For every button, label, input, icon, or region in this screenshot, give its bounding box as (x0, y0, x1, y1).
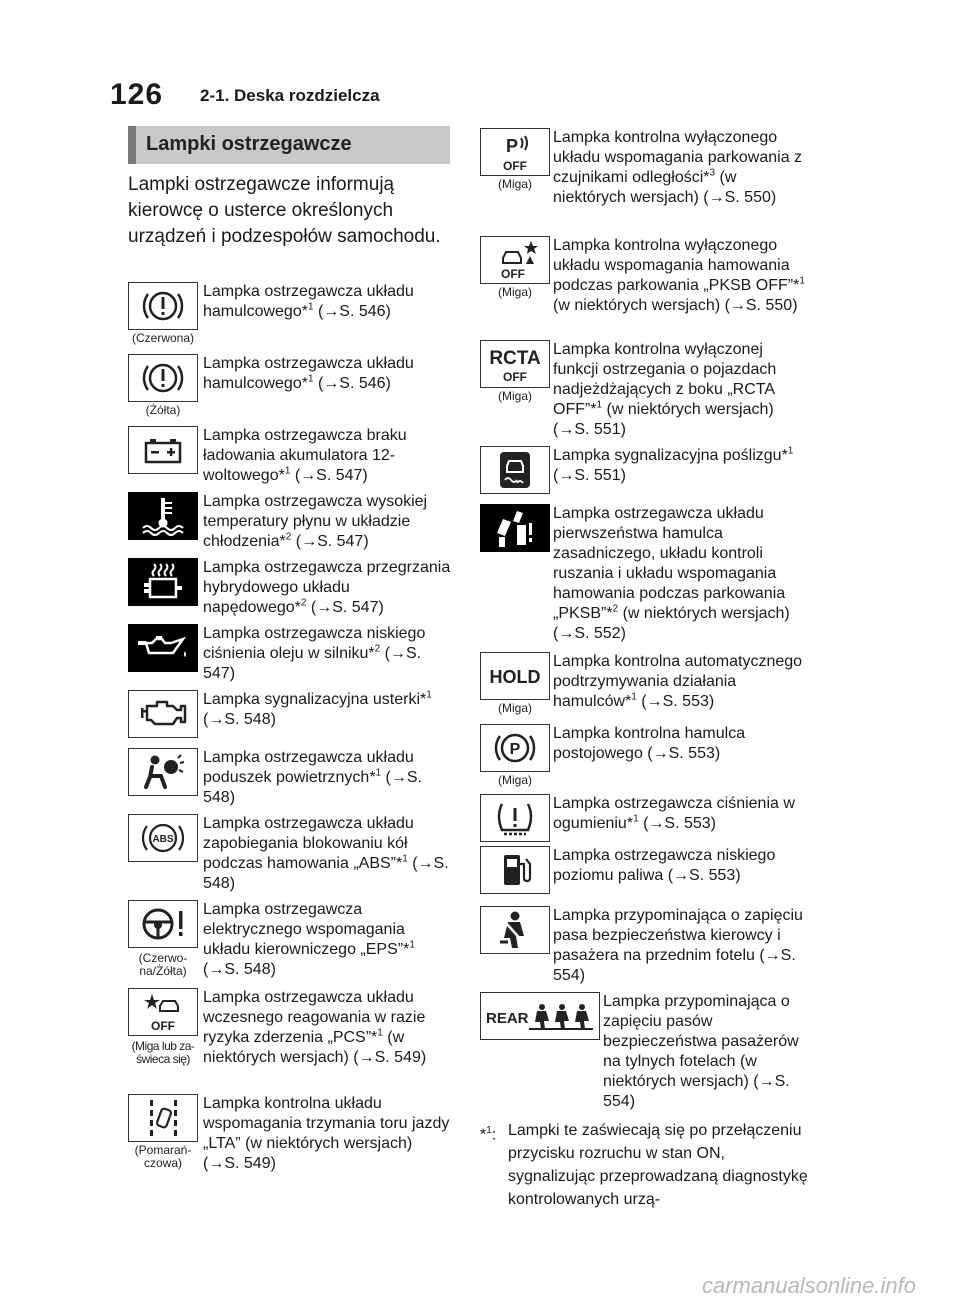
slip-indicator-icon (480, 446, 550, 494)
rcta-off-icon (480, 340, 550, 388)
icon-note: (Miga) (497, 177, 532, 191)
icon-note: (Miga) (497, 285, 532, 299)
entry-description: Lampka kontrolna układu wspomagania trzymania toru jazdy „LTA” (w niektórych wersjach) (→S. 549) (203, 1095, 450, 1172)
fuel-pump-icon (480, 846, 550, 894)
battery-icon (128, 426, 198, 474)
seatbelt-icon (480, 906, 550, 954)
svg-text:REAR: REAR (486, 1010, 529, 1027)
brake-override-icon (480, 504, 550, 552)
entry-description: Lampka kontrolna wyłączonego układu wspomagania parkowania z czujnikami odległości*$^3$ (w niektórych wersjach) (→S. 550) (553, 129, 803, 206)
icon-note: (Miga) (497, 773, 532, 787)
entry-description: Lampka przypominająca o zapięciu pasów bezpieczeństwa pasażerów na tylnych fotelach (w niektórych wersjach) (→S. 554) (603, 993, 799, 1110)
parking-sensor-off-icon (480, 128, 550, 176)
page-number: 126 (110, 78, 164, 111)
entry-description: Lampka ostrzegawcza układu poduszek powietrznych*$^1$ (→S. 548) (203, 749, 422, 806)
icon-note: (Czerwona) (131, 331, 194, 345)
entry-description: Lampka kontrolna hamulca postojowego (→S. 553) (553, 725, 746, 762)
abs-icon (128, 814, 198, 862)
icon-note: (Żółta) (145, 403, 181, 417)
svg-text:P: P (506, 136, 519, 156)
icon-note: (Miga) (497, 701, 532, 715)
svg-text:OFF: OFF (501, 267, 525, 281)
pcs-off-icon (128, 988, 198, 1036)
entry-description: Lampka ostrzegawcza ciśnienia w ogumieniu*$^1$ (→S. 553) (553, 795, 795, 832)
entry-description: Lampka ostrzegawcza przegrzania hybrydowego układu napędowego*$^2$ (→S. 547) (203, 559, 451, 616)
entry-description: Lampka ostrzegawcza elektrycznego wspomagania układu kierowniczego „EPS”*$^1$ (→S. 548) (203, 901, 415, 978)
entry-description: Lampka sygnalizacyjna poślizgu*$^1$ (→S. 551) (553, 445, 794, 484)
entry-description: Lampka ostrzegawcza wysokiej temperatury płynu w układzie chłodzenia*$^2$ (→S. 547) (203, 493, 428, 550)
svg-text:RCTA: RCTA (489, 348, 541, 369)
entry-description: Lampka ostrzegawcza niskiego ciśnienia oleju w silniku*$^2$ (→S. 547) (203, 625, 426, 682)
hybrid-overheat-icon (128, 558, 198, 606)
topic-title: Lampki ostrzegawcze (146, 133, 352, 155)
watermark: carmanualsonline.info (701, 1273, 916, 1298)
svg-text:OFF: OFF (503, 370, 527, 384)
entry-description: Lampka ostrzegawcza układu hamulcowego*$^1$ (→S. 546) (203, 283, 414, 320)
svg-text:P: P (509, 741, 521, 758)
icon-note: (Pomarań- czowa) (134, 1143, 192, 1170)
footnote-mark: *$^1$: (480, 1125, 497, 1144)
entry-description: Lampka kontrolna wyłączonej funkcji ostrzegania o pojazdach nadjeżdżających z boku „RCTA OFF”*$^1$ (w niektórych wersjach) (→S. 551) (553, 341, 777, 438)
entry-description: Lampka ostrzegawcza braku ładowania akumulatora 12-woltowego*$^1$ (→S. 547) (203, 427, 407, 484)
coolant-temperature-icon (128, 492, 198, 540)
svg-text:ABS: ABS (152, 834, 174, 845)
footnote-text: Lampki te zaświecają się po przełączeniu przycisku rozruchu w stan ON, sygnalizując przeprowadzaną diagnostykę kontrolowanych urzą- (508, 1122, 808, 1208)
topic-box (128, 126, 450, 164)
entry-description: Lampka sygnalizacyjna usterki*$^1$ (→S. 548) (203, 689, 432, 728)
parking-brake-icon (480, 724, 550, 772)
hold-icon (480, 652, 550, 700)
svg-text:OFF: OFF (503, 159, 527, 173)
svg-text:HOLD: HOLD (489, 667, 541, 687)
pksb-off-icon (480, 236, 550, 284)
entry-description: Lampka ostrzegawcza układu zapobiegania blokowaniu kół podczas hamowania „ABS”*$^1$ (→S. 548) (203, 815, 449, 892)
entry-description: Lampka kontrolna automatycznego podtrzymywania działania hamulców*$^1$ (→S. 553) (553, 653, 803, 710)
brake-circle-icon (128, 282, 198, 330)
oil-can-icon (128, 624, 198, 672)
icon-note: (Czerwo- na/Żółta) (138, 951, 188, 978)
entry-description: Lampka ostrzegawcza niskiego poziomu paliwa (→S. 553) (553, 847, 776, 884)
entry-description: Lampka ostrzegawcza układu hamulcowego*$^1$ (→S. 546) (203, 355, 414, 392)
icon-note: (Miga lub za- świeca się) (131, 1039, 195, 1066)
svg-text:OFF: OFF (151, 1019, 175, 1033)
entry-description: Lampka kontrolna wyłączonego układu wspomagania hamowania podczas parkowania „PKSB OFF”*$^1$ (w niektórych wersjach) (→S. 550) (553, 237, 805, 314)
icon-note: (Miga) (497, 389, 532, 403)
brake-circle-icon (128, 354, 198, 402)
entry-description: Lampka ostrzegawcza układu pierwszeństwa hamulca zasadniczego, układu kontroli ruszania i układu wspomagania hamowania podczas parkowania „PKSB”*$^2$ (w niektórych wersjach) (→S. 552) (553, 505, 790, 642)
lane-trace-icon (128, 1094, 198, 1142)
engine-icon (128, 690, 198, 738)
section-heading: 2-1. Deska rozdzielcza (200, 86, 380, 105)
airbag-icon (128, 748, 198, 796)
intro-paragraph: Lampki ostrzegawcze informują kierowcę o usterce określonych urządzeń i podzespołów samochodu. (128, 174, 441, 247)
tire-pressure-icon (480, 794, 550, 842)
rear-seatbelt-icon (480, 992, 600, 1040)
steering-wheel-icon (128, 900, 198, 948)
entry-description: Lampka ostrzegawcza układu wczesnego reagowania w razie ryzyka zderzenia „PCS”*$^1$ (w niektórych wersjach) (→S. 549) (203, 989, 427, 1066)
entry-description: Lampka przypominająca o zapięciu pasa bezpieczeństwa kierowcy i pasażera na przednim fotelu (→S. 554) (553, 907, 803, 984)
